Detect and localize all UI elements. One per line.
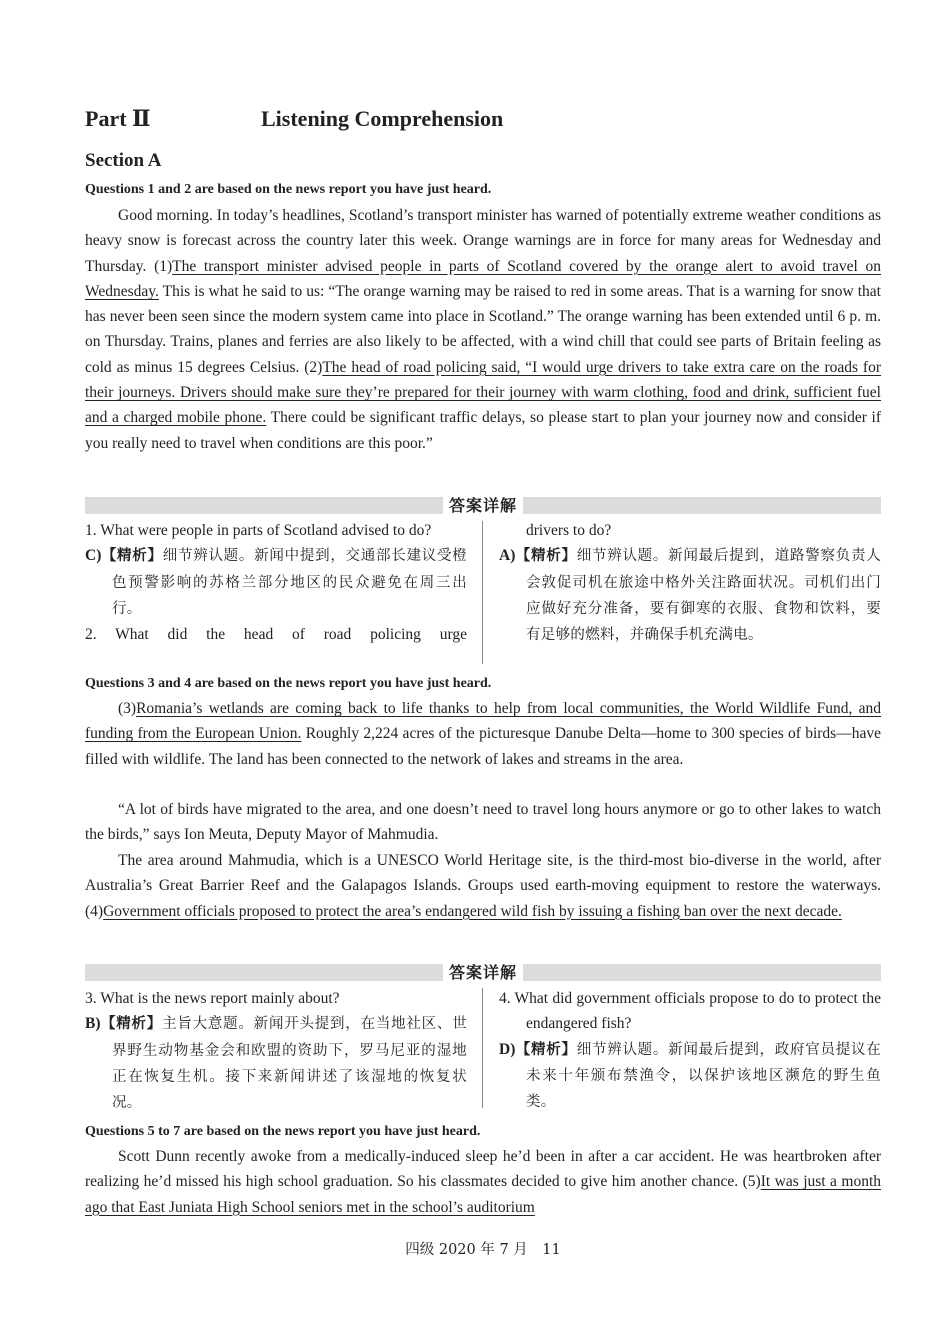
answer-explanation: 细节辨认题。新闻中提到，交通部长建议受橙色预警影响的苏格兰部分地区的民众避免在周三出行。 (112, 548, 467, 617)
report-text: Roughly 2,224 acres of the picturesque Danube Delta—home to 300 species of birds—have filled with wildlife. The land has been connected to the network of lakes and streams in the area. (85, 725, 881, 768)
report-text: Scott Dunn recently awoke from a medically-induced sleep he’d been in after a car accident. He was heartbroken after realizing he’d missed his high school graduation. So his classmates decided to give him another chance. (5) (85, 1148, 881, 1191)
answer-explanation: 细节辨认题。新闻最后提到，道路警察负责人会敦促司机在旅途中格外关注路面状况。司机们出门应做好充分准备，要有御寒的衣服、食物和饮料，要有足够的燃料，并确保手机充满电。 (526, 548, 881, 644)
key-sentence-4: Government officials proposed to protect the area’s endangered wild fish by issuing a fishing ban over the next decade. (103, 902, 842, 920)
report-text: This is what he said to us: “The orange warning may be raised to red in some areas. That is a warning for snow that has never been seen since the modern system came into place in Scotland.” The orange warning has been extended until 6 p. m. on Thursday. Trains, planes and ferries are also likely to be affected, with a wind chill that could see parts of Britain feeling as cold as minus 15 degrees Celsius. (2) (85, 282, 881, 376)
part-title: Listening Comprehension (261, 106, 504, 131)
question-2: 2. What did the head of road policing urge (85, 626, 467, 644)
answers-divider-2 (85, 964, 881, 981)
answer-tag: 【精析】 (515, 1041, 577, 1058)
section-heading: Section A (85, 150, 162, 171)
answers-title: 答案详解 (443, 960, 523, 983)
answer-letter: C) (85, 547, 102, 565)
questions-5-7-header: Questions 5 to 7 are based on the news report you have just heard. (85, 1124, 481, 1139)
answers-2-left (85, 986, 467, 1116)
question-4: 4. What did government officials propose to do to protect the endangered fish? (499, 990, 881, 1033)
answers-1-right (499, 518, 881, 648)
question-1: 1. What were people in parts of Scotland advised to do? (85, 522, 432, 539)
column-divider (482, 521, 483, 664)
news-report-3 (85, 1144, 881, 1220)
key-sentence-3: Romania’s wetlands are coming back to life thanks to help from local communities, the World Wildlife Fund, and funding from the European Union. (85, 700, 881, 743)
key-sentence-5: It was just a month ago that East Juniata High School seniors met in the school’s auditorium (85, 1173, 882, 1216)
answer-explanation: 主旨大意题。新闻开头提到，在当地社区、世界野生动物基金会和欧盟的资助下，罗马尼亚的湿地正在恢复生机。接下来新闻讲述了该湿地的恢复状况。 (112, 1016, 468, 1112)
answers-divider-1 (85, 497, 881, 514)
answers-1-left (85, 518, 467, 647)
report-text: Good morning. In today’s headlines, Scotland’s transport minister has warned of potentially extreme weather conditions as heavy snow is forecast across the country later this week. Orange warnings are in force for many areas for Wednesday and Thursday. (1) (85, 207, 881, 275)
report-text: The area around Mahmudia, which is a UNESCO World Heritage site, is the third-most bio-diverse in the world, after Australia’s Great Barrier Reef and the Galapagos Islands. Groups used earth-moving equipment to restore the waterways. (4) (85, 852, 881, 920)
news-report-2-p1 (85, 696, 881, 772)
part-heading (85, 106, 504, 132)
report-text: “A lot of birds have migrated to the area, and one doesn’t need to travel long hours anymore or go to other lakes to watch the birds,” says Ion Meuta, Deputy Mayor of Mahmudia. (85, 801, 881, 844)
page-footer: 四级 2020 年 7 月 11 (405, 1242, 561, 1258)
answer-3 (85, 1011, 467, 1116)
answer-tag: 【精析】 (515, 548, 577, 565)
answer-2 (499, 543, 881, 648)
part-label: Part Ⅱ (85, 106, 151, 131)
news-report-2-p2 (85, 797, 881, 848)
news-report-2-p3 (85, 848, 881, 924)
question-2-cont: drivers to do? (526, 522, 612, 539)
answer-letter: A) (499, 547, 516, 565)
report-text: There could be significant traffic delays, so please start to plan your journey now and consider if you really need to travel when conditions are this poor.” (85, 409, 881, 452)
questions-1-2-header: Questions 1 and 2 are based on the news report you have just heard. (85, 182, 492, 197)
key-sentence-2: The head of road policing said, “I would urge drivers to take extra care on the roads for their journeys. Drivers should make sure they’re prepared for their journey with warm clothing, food and drink, sufficient fuel and a charged mobile phone. (85, 358, 881, 427)
question-3: 3. What is the news report mainly about? (85, 990, 340, 1007)
answer-explanation: 细节辨认题。新闻最后提到，政府官员提议在未来十年颁布禁渔令，以保护该地区濒危的野生鱼类。 (526, 1041, 881, 1111)
answers-2-right (499, 986, 881, 1115)
column-divider (482, 988, 483, 1108)
report-text: (3) (118, 700, 137, 717)
answer-letter: B) (85, 1015, 101, 1033)
answers-title: 答案详解 (443, 493, 523, 516)
answer-4 (499, 1037, 881, 1116)
answer-1 (85, 543, 467, 622)
answer-tag: 【精析】 (100, 1016, 163, 1033)
answer-letter: D) (499, 1040, 516, 1058)
questions-3-4-header: Questions 3 and 4 are based on the news report you have just heard. (85, 676, 492, 691)
key-sentence-1: The transport minister advised people in parts of Scotland covered by the orange alert to avoid travel on Wednesday. (85, 257, 881, 300)
answer-tag: 【精析】 (101, 548, 163, 565)
news-report-1 (85, 203, 881, 456)
